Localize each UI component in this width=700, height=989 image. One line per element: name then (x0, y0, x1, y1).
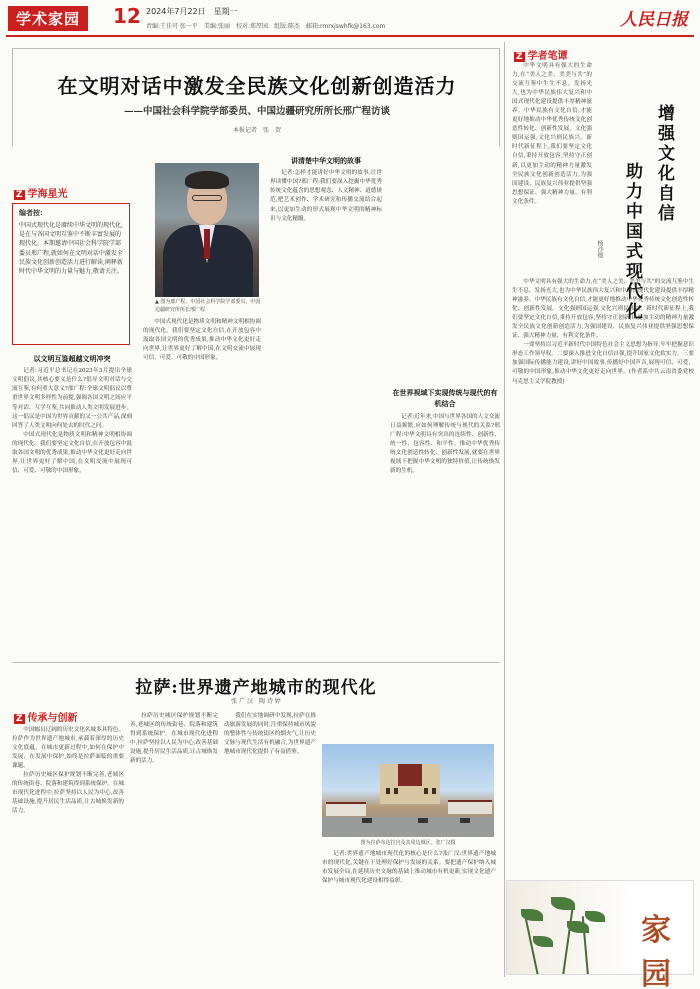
lead-section-tag: Z 学海星光 (16, 189, 68, 200)
story2-paragraph: 拉萨历史城区保护规划不断完善,老城区的传统街巷、院落和建筑得到系统保护。在城市现代化进程中,拉萨坚持以人民为中心,改善基础设施,提升居民生活品质,让古城焕发新的活力。 (130, 713, 218, 765)
opinion-paragraph: 中华文明具有强大的生命力,在“美人之美、美美与共”的交流互鉴中生生不息。发扬光大,也为中华民族伟大复兴和中国式现代化建设提供丰厚精神滋养。中华民族有文化自信,才能更好地推动中华优秀传统文化创造性转化、创新性发展。文化强则国运强,文化兴则民族兴。新时代新征程上,我们要坚定文化自信,秉持开放包容,坚持守正创新,以更加主动的精神力量激发全民族文化创新创造活力,为强国建设、民族复兴伟业提供坚强思想保证、强大精神力量、有利文化条件。 (512, 279, 694, 340)
lead-byline: 本报记者 张 贺 (232, 127, 281, 134)
lead-subhead-1: 以文明互鉴超越文明冲突 (33, 354, 111, 363)
photo-caption: ▲ 图为邢广程。中国社会科学院学部委员、中国边疆研究所所长邢广程 (155, 299, 261, 313)
story2-column-3 (224, 712, 316, 976)
opinion-section-tag: Z 学者笔谭 (516, 51, 568, 62)
palace-icon (380, 764, 440, 804)
lead-paragraph: 中国式现代化是物质文明和精神文明相协调的现代化。我们要坚定文化自信,在开放包容中汲取各国文明的优秀成果,推动中华文化更好走向世界,让世界更好了解中国,在文明交流中展现可信、可爱、可敬的中国形象。 (12, 431, 132, 474)
story2-paragraph: 记者:世界遗产地城市现代化的核心是什么?张广汉:世界遗产地城市的现代化,关键在于处理好保护与发展的关系。要把遗产保护纳入城市发展全局,在延续历史文脉的基础上推动城市有机更新,实现文化遗产保护与城市现代化建设相得益彰。 (322, 851, 496, 885)
lead-column-2 (143, 318, 261, 658)
opinion-paragraph: 中华文明具有强大的生命力,在“美人之美、美美与共”的交流互鉴中生生不息。发扬光大,也为中华民族伟大复兴和中国式现代化建设提供丰厚精神滋养。中华民族有文化自信,才能更好地推动中华优秀传统文化创造性转化、创新性发展。文化强则国运强,文化兴则民族兴。新时代新征程上,我们要坚定文化自信,秉持开放包容,坚持守正创新,以更加主动的精神力量激发全民族文化创新创造活力,为强国建设、民族复兴伟业提供坚强思想保证、强大精神力量、有利文化条件。 (512, 63, 592, 205)
lhasa-photo (322, 744, 494, 837)
column-divider (504, 42, 505, 977)
square-z-icon: Z (16, 714, 23, 724)
interviewee-photo (155, 163, 259, 297)
lead-column-1 (12, 350, 132, 658)
story2-paragraph: 我们在实地调研中发现,拉萨在推动旅游发展的同时,注重保持城市风貌的整体性与传统街区的烟火气,让历史文脉与现代生活有机融合,为世界遗产地城市现代化提供了有益借鉴。 (224, 713, 316, 756)
lead-subhead-2: 讲清楚中华文明的故事 (291, 156, 361, 165)
square-z-icon: Z (16, 190, 23, 200)
lead-paragraph: 记者:习近平总书记在2023年3月提出全球文明倡议,其核心要义是什么?倡导文明对话与交流互鉴,有何重大意义?邢广程:全球文明倡议以尊重世界文明多样性为前提,强调各国文明之间应平等对话、互学互鉴,共同推动人类文明发展进步。这一倡议是中国为世界贡献的又一公共产品,深刻回答了人类文明向何处去的时代之问。 (12, 368, 132, 429)
lead-paragraph: 记者:怎样才能讲好中华文明的故事,让世界读懂中国?邢广程:我们要深入挖掘中华优秀传统文化蕴含的思想观念、人文精神、道德规范,把艺术创作、学术研究和传播交流结合起来,以更加生动的形式展现中华文明的精神标识与文化精髓。 (270, 170, 382, 222)
page-number: 12 (113, 4, 141, 28)
date-line: 2024年7月22日 星期一 (146, 7, 238, 16)
lead-title: 在文明对话中激发全民族文化创新创造活力 (57, 74, 457, 98)
story2-column-1 (12, 726, 124, 976)
opinion-column-main (512, 278, 694, 874)
editor-note (12, 203, 130, 345)
header-rule (6, 35, 694, 37)
opinion-column-top (512, 62, 592, 272)
paper-logo: 人民日报 (620, 10, 688, 30)
story-divider (12, 662, 500, 663)
staff-line: 责编:王佳可 张一平 美编:张丽 校对:郑厚园 组版:陈杰 邮箱:rmrxjswhfk@163.com (146, 23, 386, 30)
story2-paragraph: 拉萨历史城区保护规划不断完善,老城区的传统街巷、院落和建筑得到系统保护。在城市现代化进程中,拉萨坚持以人民为中心,改善基础设施,提升居民生活品质,让古城焕发新的活力。 (12, 772, 124, 815)
opinion-author: 杨沙德 (596, 240, 603, 258)
story2-byline: 张 广 汉 陶 诗 婷 (231, 698, 281, 705)
masthead (0, 0, 700, 40)
opinion-title-a: 增强文化自信 (654, 104, 674, 224)
lead-paragraph: 记者:近年来,中国与世界各国的人文交流日益频繁,应如何理解传统与现代的关系?邢广程:中华文明具有突出的连续性、创新性、统一性、包容性、和平性。推动中华优秀传统文化创造性转化、创新性发展,就要在世界视域下把握中华文明的独特价值,让传统焕发新的生机。 (390, 413, 500, 474)
editor-note-text: 中国式现代化是赓续中华文明的现代化,是在与各国文明互鉴中不断丰富发展的现代化。本期邀请中国社会科学院学部委员邢广程,就如何在文明对话中激发全民族文化创新创造活力进行解读,阐释新时代中华文明的力量与魅力,敬请关注。 (19, 221, 123, 276)
lead-column-3 (270, 152, 382, 658)
lead-subtitle: ——中国社会科学院学部委员、中国边疆研究所所长邢广程访谈 (123, 106, 390, 117)
square-z-icon: Z (516, 52, 523, 62)
lhasa-photo-caption: 图为拉萨布达拉宫及其周边城区。张广汉摄 (360, 840, 456, 846)
story2-column-2 (130, 712, 218, 976)
opinion-paragraph: 一要坚持以习近平新时代中国特色社会主义思想为指导,牢牢把握意识形态工作领导权。二要深入推进文化自信自强,提升国家文化软实力。三要加强国际传播能力建设,讲好中国故事,传播好中国声音,展现可信、可爱、可敬的中国形象,推动中华文化更好走向世界。(作者系中共云南省委党校马克思主义学院教授) (512, 342, 694, 385)
opinion-title-b: 助力中国式现代化 (622, 162, 642, 322)
lead-paragraph: 中国式现代化是物质文明和精神文明相协调的现代化。我们要坚定文化自信,在开放包容中汲取各国文明的优秀成果,推动中华文化更好走向世界,让世界更好了解中国,在文明交流中展现可信、可爱、可敬的中国形象。 (143, 319, 261, 362)
story2-paragraph: 中国幅员辽阔的历史文化名城多具特色。拉萨作为世界遗产地城市,承载着深厚的历史文化底蕴。在城市更新过程中,如何在保护中发展、在发展中保护,始终是拉萨面临的重要课题。 (12, 727, 124, 770)
story2-section-tag: Z 传承与创新 (16, 713, 78, 724)
section-title: 学术家园 (8, 6, 88, 31)
lead-column-4 (390, 152, 500, 658)
story2-title: 拉萨:世界遗产地城市的现代化 (135, 678, 377, 698)
story2-column-4 (322, 850, 496, 976)
editor-note-head: 编者按: (19, 208, 43, 217)
deco-text: 家园 (641, 913, 675, 989)
lead-subhead-3: 在世界视域下实现传统与现代的有机结合 (392, 388, 498, 409)
